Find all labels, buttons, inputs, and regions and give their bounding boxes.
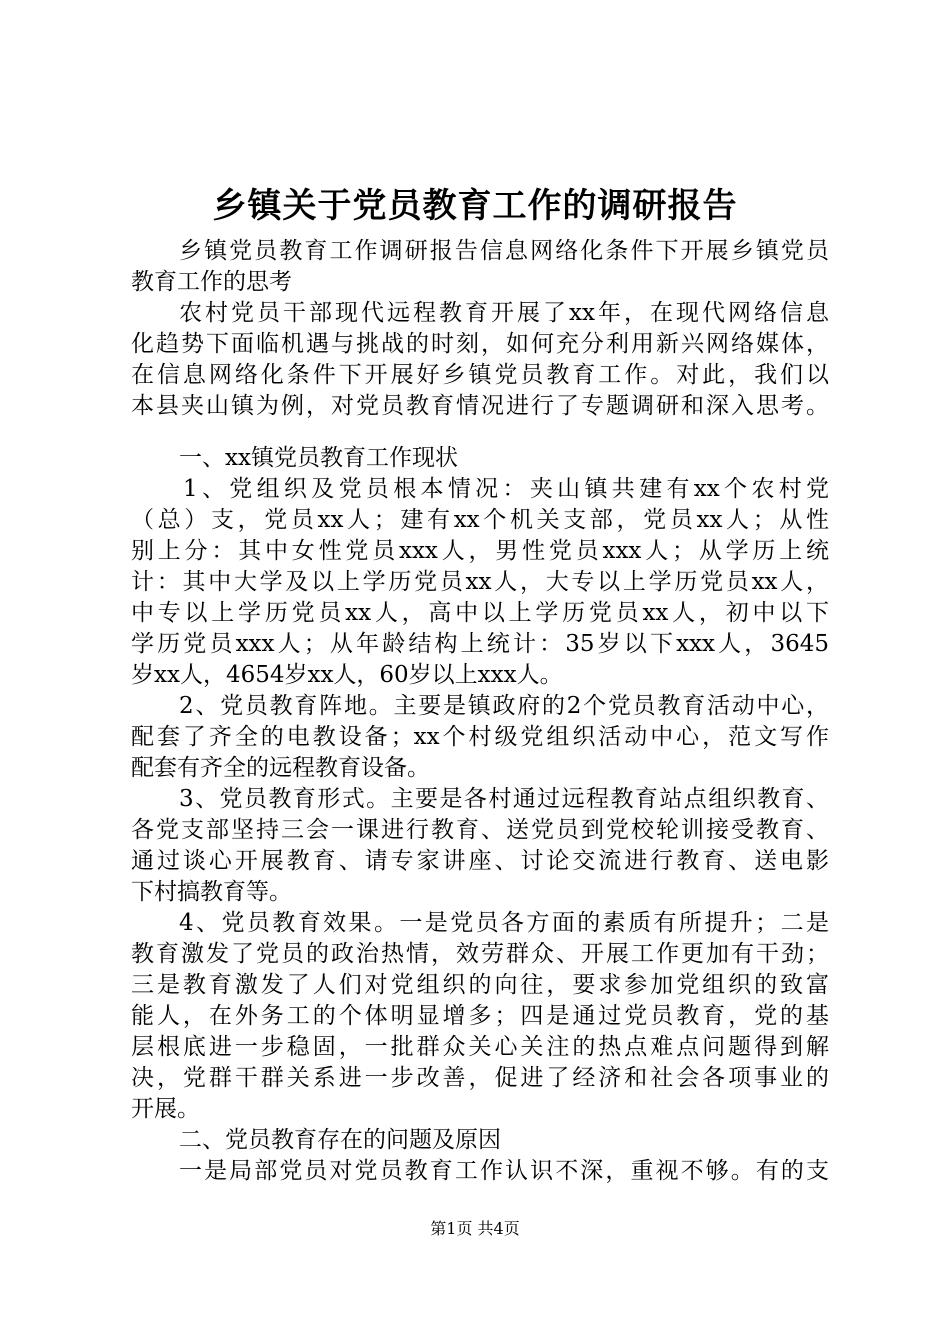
text-line: 化趋势下面临机遇与挑战的时刻，如何充分利用新兴网络媒体，	[131, 331, 829, 357]
text-line: 通过谈心开展教育、请专家讲座、讨论交流进行教育、送电影	[131, 848, 829, 874]
text-line: （总）支，党员xx人；建有xx个机关支部，党员xx人；从性	[131, 507, 829, 533]
text-line: 一是局部党员对党员教育工作认识不深，重视不够。有的支	[179, 1158, 829, 1184]
text-line: 配套有齐全的远程教育设备。	[131, 755, 430, 781]
section-heading: 二、党员教育存在的问题及原因	[179, 1127, 501, 1153]
document-title: 乡镇关于党员教育工作的调研报告	[212, 186, 738, 226]
text-line: 开展。	[131, 1096, 200, 1122]
text-line: 配套了齐全的电教设备；xx个村级党组织活动中心，范文写作	[131, 724, 829, 750]
text-line: 教育工作的思考	[131, 269, 292, 295]
text-line: 层根底进一步稳固，一批群众关心关注的热点难点问题得到解	[131, 1034, 829, 1060]
text-line: 各党支部坚持三会一课进行教育、送党员到党校轮训接受教育、	[131, 817, 829, 843]
text-line: 计：其中大学及以上学历党员xx人，大专以上学历党员xx人，	[131, 569, 829, 595]
text-line: 能人，在外务工的个体明显增多；四是通过党员教育，党的基	[131, 1003, 829, 1029]
section-heading: 一、xx镇党员教育工作现状	[179, 445, 458, 471]
text-line: 三是教育激发了人们对党组织的向往，要求参加党组织的致富	[131, 972, 829, 998]
document-body	[131, 236, 829, 1187]
text-line: 中专以上学历党员xx人，高中以上学历党员xx人，初中以下	[131, 600, 829, 626]
text-line: 1、党组织及党员根本情况：夹山镇共建有xx个农村党	[183, 476, 829, 502]
text-line: 在信息网络化条件下开展好乡镇党员教育工作。对此，我们以	[131, 362, 829, 388]
text-line: 岁xx人，4654岁xx人，60岁以上xxx人。	[131, 662, 563, 688]
text-line: 乡镇党员教育工作调研报告信息网络化条件下开展乡镇党员	[179, 238, 829, 264]
page-footer: 第1页 共4页	[430, 1219, 520, 1238]
text-line: 教育激发了党员的政治热情，效劳群众、开展工作更加有干劲；	[131, 941, 829, 967]
text-line: 4、党员教育效果。一是党员各方面的素质有所提升；二是	[179, 910, 829, 936]
text-line: 别上分：其中女性党员xxx人，男性党员xxx人；从学历上统	[131, 538, 829, 564]
text-line: 2、党员教育阵地。主要是镇政府的2个党员教育活动中心，	[179, 693, 829, 719]
text-line: 决，党群干群关系进一步改善，促进了经济和社会各项事业的	[131, 1065, 829, 1091]
paragraph-gap	[131, 422, 829, 443]
text-line: 3、党员教育形式。主要是各村通过远程教育站点组织教育、	[179, 786, 829, 812]
text-line: 农村党员干部现代远程教育开展了xx年，在现代网络信息	[179, 300, 829, 326]
text-line: 本县夹山镇为例，对党员教育情况进行了专题调研和深入思考。	[131, 393, 829, 419]
text-line: 下村搞教育等。	[131, 879, 292, 905]
text-line: 学历党员xxx人；从年龄结构上统计：35岁以下xxx人，3645	[131, 631, 829, 657]
